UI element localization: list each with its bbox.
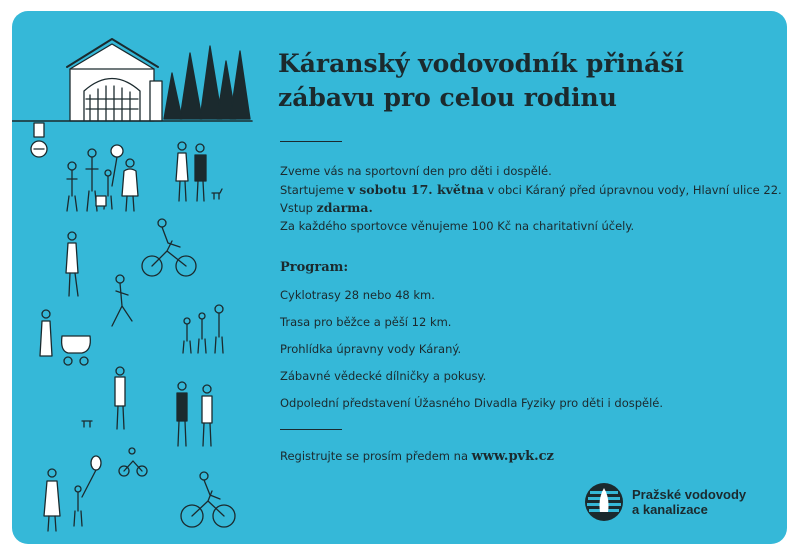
parent-kids-illustration: [183, 305, 223, 353]
trees-illustration: [164, 46, 250, 119]
program-item: Prohlídka úpravny vody Káraný.: [280, 342, 462, 356]
intro-line-3: [280, 199, 780, 218]
family-figures-illustration: [67, 145, 138, 211]
intro-line-1: Zveme vás na sportovní den pro děti i dospělé.: [280, 164, 552, 178]
mother-child-balloon-illustration: [44, 456, 101, 531]
divider-top: [280, 141, 342, 142]
title-line-2: zábavu pro celou rodinu: [278, 83, 617, 112]
program-heading: Program:: [280, 260, 349, 275]
logo-line-2: a kanalizace: [632, 502, 708, 517]
runner-illustration: [112, 275, 132, 326]
registration-text: Registrujte se prosím předem na: [280, 449, 472, 463]
program-item: Trasa pro běžce a pěší 12 km.: [280, 315, 452, 329]
woman-walking-illustration: [66, 232, 78, 296]
intro-line-2: [280, 181, 780, 200]
child-on-bike-illustration: [119, 448, 147, 476]
entry-free: zdarma.: [316, 200, 373, 215]
title-line-1: Káranský vodovodník přináší: [278, 49, 684, 78]
intro-line-2-pre: Startujeme: [280, 182, 348, 197]
program-item: Cyklotrasy 28 nebo 48 km.: [280, 288, 435, 302]
couple-dog-illustration: [176, 142, 222, 201]
illustration-panel: [12, 11, 262, 544]
divider-bottom: [280, 429, 342, 430]
cyclist-illustration: [142, 219, 196, 276]
program-item: Zábavné vědecké dílničky a pokusy.: [280, 369, 487, 383]
pvk-logo: [584, 482, 746, 522]
intro-line-2-post: v obci Káraný před úpravnou vody, Hlavní ulice 22.: [483, 182, 782, 197]
intro-line-3-pre: Vstup: [280, 201, 317, 215]
logo-line-1: Pražské vodovody: [632, 487, 747, 502]
logo-text: [632, 487, 746, 517]
cyclist-bottom-illustration: [181, 472, 235, 527]
pvk-logo-icon: [584, 482, 624, 522]
intro-text: [280, 163, 780, 235]
registration-link[interactable]: www.pvk.cz: [471, 449, 554, 464]
program-item: Odpolední představení Úžasného Divadla Fyziky pro děti i dospělé.: [280, 396, 664, 410]
registration-note: [280, 449, 554, 464]
woman-with-pram-illustration: [40, 310, 90, 365]
hanging-child-illustration: [31, 123, 47, 157]
event-date: v sobotu 17. května: [347, 181, 484, 197]
poster-card: [12, 11, 787, 544]
couple-illustration: [177, 382, 212, 446]
intro-line-4: Za každého sportovce věnujeme 100 Kč na charitativní účely.: [280, 218, 635, 233]
page-title: [278, 47, 758, 115]
program-list: [280, 287, 780, 422]
man-with-dog-illustration: [82, 367, 125, 429]
